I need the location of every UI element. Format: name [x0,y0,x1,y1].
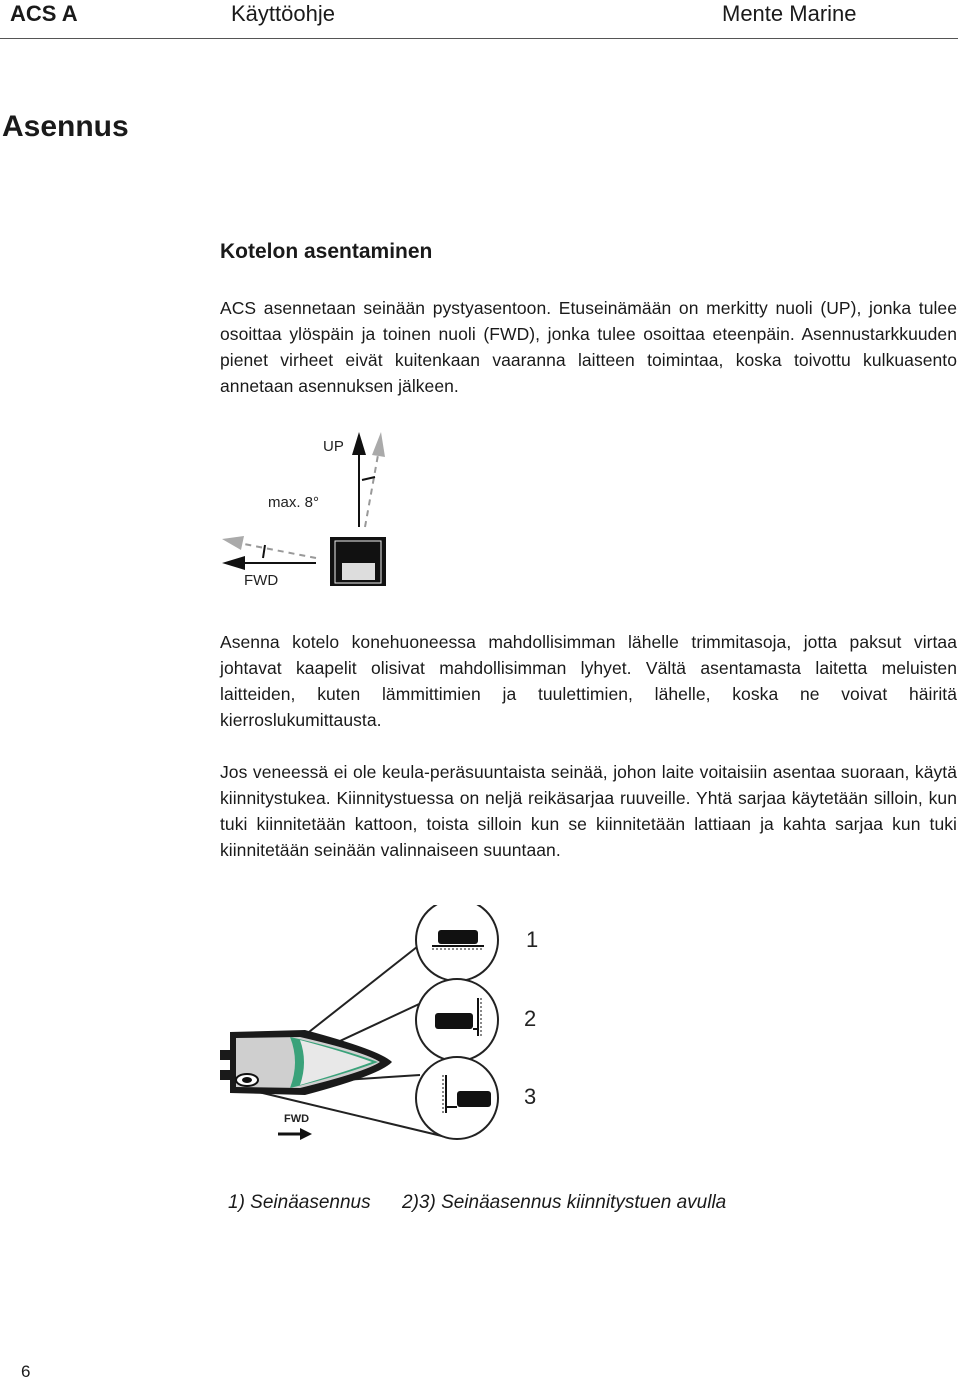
caption-wall-mount: 1) Seinäasennus [228,1192,371,1213]
section-title: Kotelon asentaminen [220,240,433,263]
orientation-figure [210,425,410,595]
page-number: 6 [21,1362,31,1381]
caption-bracket-mount: 2)3) Seinäasennus kiinnitystuen avulla [402,1192,727,1213]
fwd-tilt-arrow-head [222,536,244,550]
header-company: Mente Marine [722,1,857,26]
option-2-number: 2 [524,1006,537,1031]
boat-fwd-label: FWD [284,1113,310,1125]
paragraph-intro: ACS asennetaan seinään pystyasentoon. Etuseinämään on merkitty nuoli (UP), jonka tulee osoittaa ylöspäin ja toinen nuoli (FWD), jonka tulee osoittaa eteenpäin. Asennustarkkuuden pienet virheet eivät kuitenkaan vaaranna laitteen toimintaa, koska toivottu kulkuasento annetaan asennuksen jälkeen. [220,298,957,396]
option-3-number: 3 [524,1084,537,1109]
fwd-arrow-head [222,556,245,570]
up-tilt-arrow [365,455,378,527]
paragraph-location: Asenna kotelo konehuoneessa mahdollisimman lähelle trimmitasoja, jotta paksut virtaa johtavat kaapelit olisivat mahdollisimman lyhyet. Vältä asentamasta laitetta meluisten laitteiden, kuten lämmittimien ja tuulettimien, lähelle, koska ne voivat häiritä kierroslukumittausta. [220,632,957,730]
page-title: Asennus [2,110,129,143]
max-angle-label: max. 8° [268,494,320,511]
fwd-label: FWD [244,572,279,589]
mounting-options-figure [215,905,555,1145]
header-product: ACS A [10,1,78,26]
fwd-tilt-arrow [244,544,316,558]
page-header [0,0,958,39]
up-arrow-head [352,432,366,455]
device-display [342,563,375,580]
header-doc-type: Käyttöohje [231,1,335,26]
fwd-angle-mark [263,545,265,558]
paragraph-bracket: Jos veneessä ei ole keula-peräsuuntaista seinää, johon laite voitaisiin asentaa suoraan, käytä kiinnitystukea. Kiinnitystuessa on neljä reikäsarjaa ruuveille. Yhtä sarjaa käytetään silloin, kun tuki kiinnitetään kattoon, toista silloin kun se kiinnitetään lattiaan ja kahta sarjaa kun tuki kiinnitetään seinään valinnaiseen suuntaan. [220,762,957,860]
up-label: UP [323,438,344,455]
up-tilt-arrow-head [372,432,385,457]
option-1-number: 1 [526,927,539,952]
